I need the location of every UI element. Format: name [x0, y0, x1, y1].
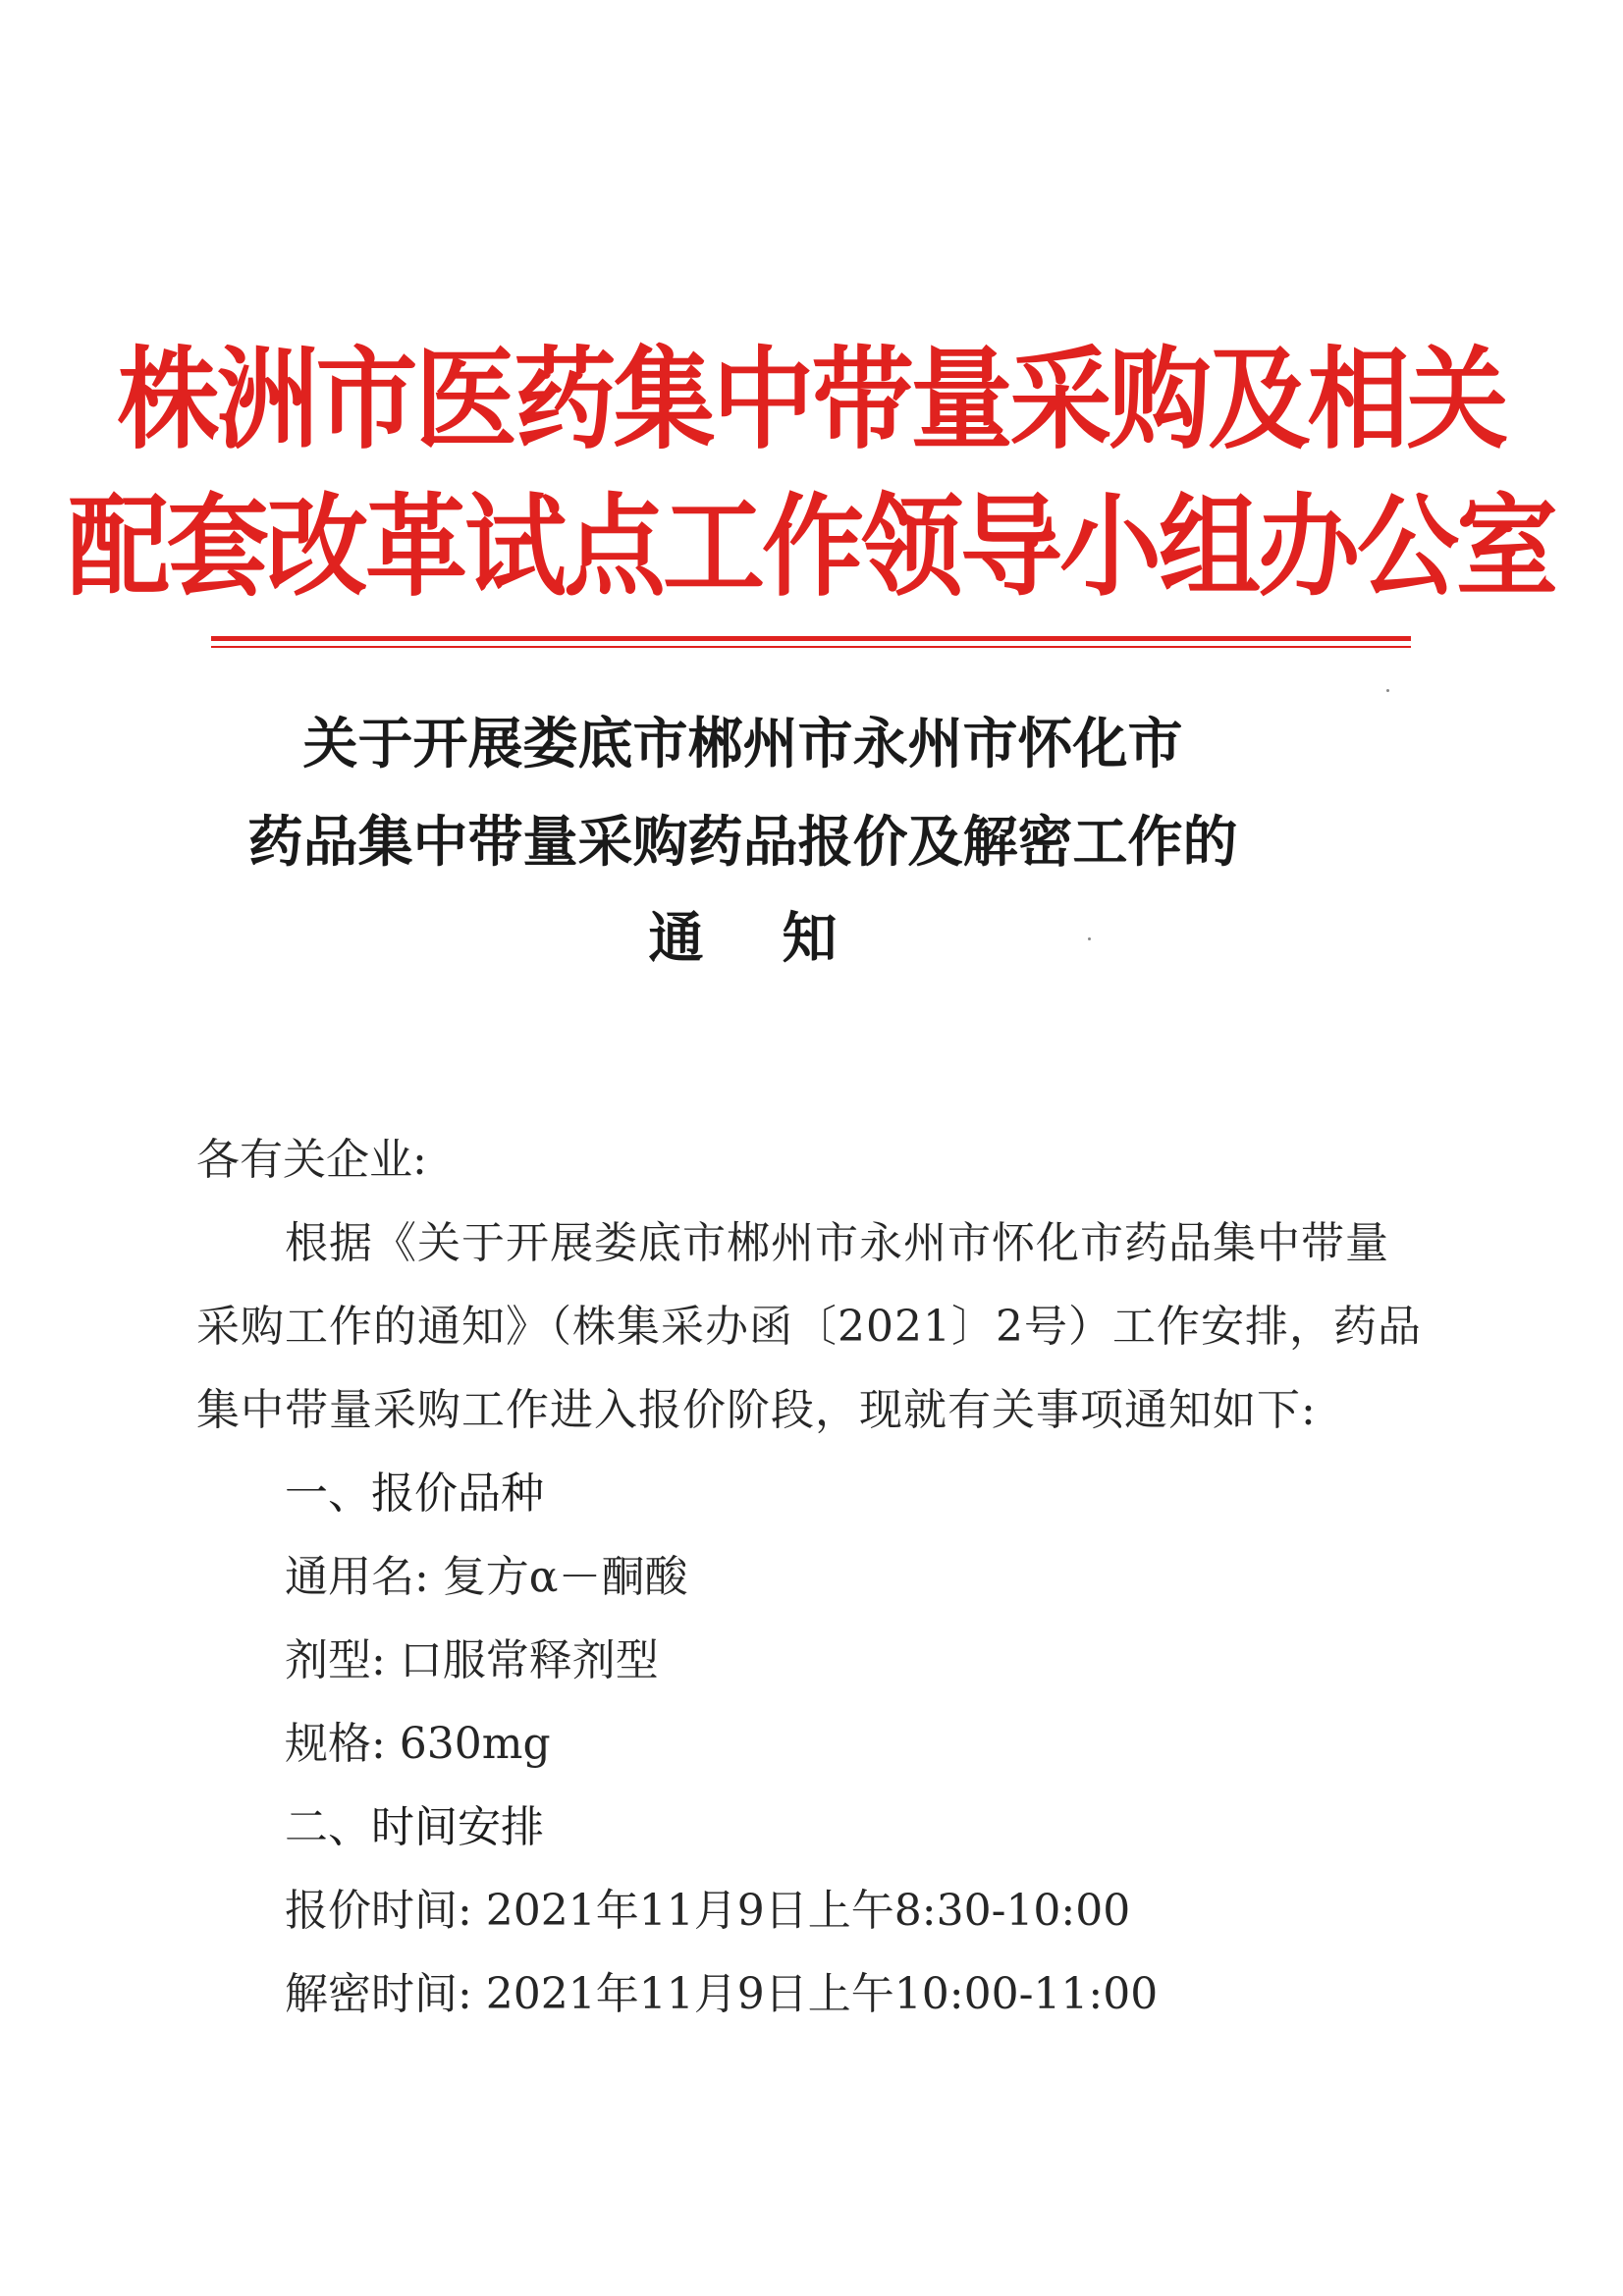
issuer-header-line-1: 株洲市医药集中带量采购及相关: [117, 334, 1506, 464]
salutation: 各有关企业:: [196, 1135, 427, 1185]
dosage-form-line: 剂型: 口服常释剂型: [285, 1635, 659, 1685]
red-divider-thick: [211, 636, 1411, 641]
specification-line: 规格: 630mg: [285, 1719, 551, 1769]
notice-title-line-1: 关于开展娄底市郴州市永州市怀化市: [302, 712, 1183, 776]
generic-name-line: 通用名: 复方α－酮酸: [285, 1552, 688, 1602]
paragraph-line-1: 根据《关于开展娄底市郴州市永州市怀化市药品集中带量: [285, 1218, 1389, 1268]
notice-title-line-3: 通知: [648, 906, 916, 971]
scan-speck: [1088, 937, 1091, 940]
scan-speck: [1386, 689, 1389, 692]
issuer-header-line-2: 配套改革试点工作领导小组办公室: [67, 481, 1555, 612]
red-divider-thin: [211, 646, 1411, 648]
decrypt-time-line: 解密时间: 2021年11月9日上午10:00-11:00: [285, 1969, 1159, 2019]
paragraph-line-3: 集中带量采购工作进入报价阶段，现就有关事项通知如下:: [196, 1385, 1317, 1435]
paragraph-line-2: 采购工作的通知》（株集采办函〔2021〕2号）工作安排，药品: [196, 1302, 1422, 1352]
quote-time-line: 报价时间: 2021年11月9日上午8:30-10:00: [285, 1886, 1131, 1936]
notice-title-line-2: 药品集中带量采购药品报价及解密工作的: [247, 810, 1238, 875]
section-heading-products: 一、报价品种: [285, 1468, 544, 1519]
section-heading-schedule: 二、时间安排: [285, 1802, 544, 1852]
